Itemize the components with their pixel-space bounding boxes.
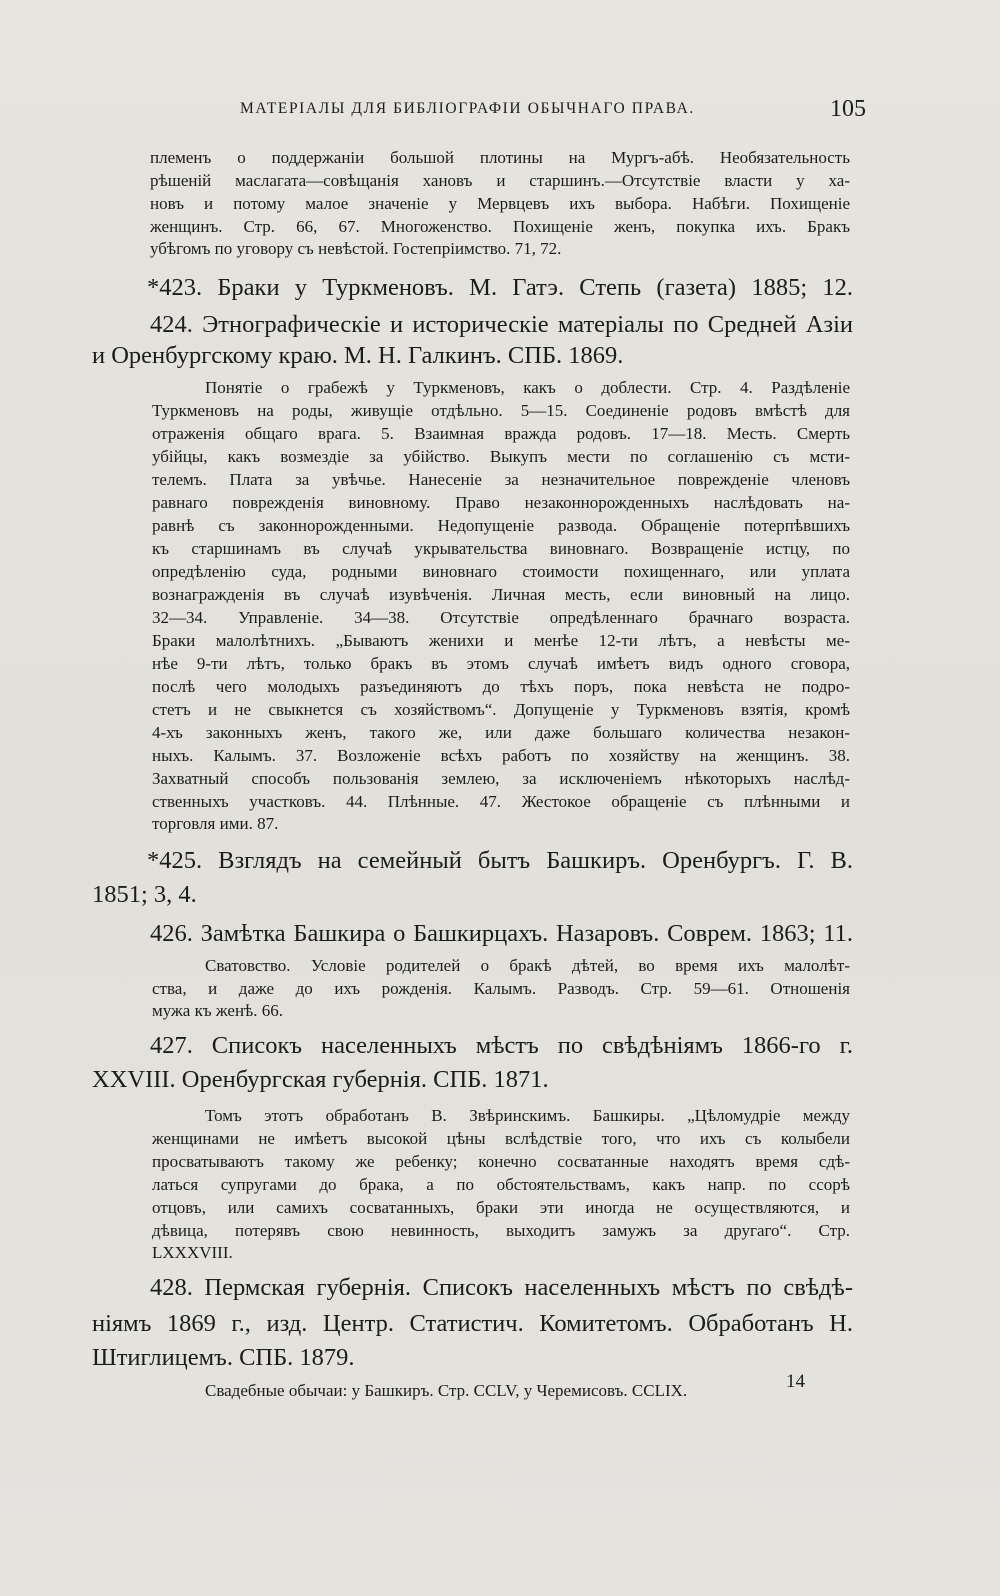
text-line: новъ и потому малое значеніе у Мервцевъ ихъ выбора. Набѣги. Похищеніе: [150, 194, 850, 213]
text-line: женщинъ. Стр. 66, 67. Многоженство. Похищеніе женъ, покупка ихъ. Бракъ: [150, 217, 850, 236]
text-line: *425. Взглядъ на семейный бытъ Башкиръ. Оренбургъ. Г. В.: [147, 847, 853, 874]
text-line: просватываютъ такому же ребенку; конечно сосватанные находятъ время сдѣ-: [152, 1152, 850, 1171]
text-line: Понятіе о грабежѣ у Туркменовъ, какъ о доблести. Стр. 4. Раздѣленіе: [205, 378, 850, 397]
text-line: послѣ чего молодыхъ разъединяютъ до тѣхъ поръ, пока невѣста не подро-: [152, 677, 850, 696]
text-line: равнѣ съ законнорожденными. Недопущеніе развода. Обращеніе потерпѣвшихъ: [152, 516, 850, 535]
signature-mark: 14: [786, 1371, 805, 1392]
text-line: телемъ. Плата за увѣчье. Нанесеніе за незначительное поврежденіе членовъ: [152, 470, 850, 489]
text-line: Томъ этотъ обработанъ В. Звѣринскимъ. Башкиры. „Цѣломудріе между: [205, 1106, 850, 1125]
text-line: ства, и даже до ихъ рожденія. Калымъ. Разводъ. Стр. 59—61. Отношенія: [152, 979, 850, 998]
text-line: Захватный способъ пользованія землею, за исключеніемъ нѣкоторыхъ наслѣд-: [152, 769, 850, 788]
text-line: 32—34. Управленіе. 34—38. Отсутствіе опредѣленнаго брачнаго возраста.: [152, 608, 850, 627]
text-line: племенъ о поддержаніи большой плотины на Мургъ-абѣ. Необязательность: [150, 148, 850, 167]
page-number: 105: [830, 96, 866, 122]
text-line: 1851; 3, 4.: [92, 881, 197, 908]
text-line: латься супругами до брака, а по обстоятельствамъ, какъ напр. по ссорѣ: [152, 1175, 850, 1194]
text-line: отраженія общаго врага. 5. Взаимная вражда родовъ. 17—18. Месть. Смерть: [152, 424, 850, 443]
text-line: мужа къ женѣ. 66.: [152, 1001, 284, 1020]
text-line: 427. Списокъ населенныхъ мѣстъ по свѣдѣніямъ 1866-го г.: [150, 1032, 853, 1059]
running-title: МАТЕРІАЛЫ ДЛЯ БИБЛІОГРАФІИ ОБЫЧНАГО ПРАВА.: [240, 100, 695, 117]
text-line: женщинами не имѣетъ высокой цѣны вслѣдствіе того, что ихъ съ колыбели: [152, 1129, 850, 1148]
text-line: LXXXVIII.: [152, 1243, 233, 1262]
text-line: равнаго поврежденія виновному. Право незаконнорожденныхъ наслѣдовать на-: [152, 493, 850, 512]
text-line: и Оренбургскому краю. М. Н. Галкинъ. СПБ. 1869.: [92, 342, 624, 369]
text-line: ственныхъ участковъ. 44. Плѣнные. 47. Жестокое обращеніе съ плѣнными и: [152, 792, 850, 811]
text-line: 426. Замѣтка Башкира о Башкирцахъ. Назаровъ. Соврем. 1863; 11.: [150, 920, 853, 947]
text-line: 4-хъ законныхъ женъ, такого же, или даже большаго количества незакон-: [152, 723, 850, 742]
text-line: ніямъ 1869 г., изд. Центр. Статистич. Комитетомъ. Обработанъ Н.: [92, 1310, 853, 1337]
text-line: рѣшеній маслагата—совѣщанія хановъ и старшинъ.—Отсутствіе власти у ха-: [150, 171, 850, 190]
text-line: вознагражденія въ случаѣ изувѣченія. Личная месть, если виновный на лицо.: [152, 585, 850, 604]
text-line: дѣвица, потерявъ свою невинность, выходитъ замужъ за другаго“. Стр.: [152, 1221, 850, 1240]
text-line: торговля ими. 87.: [152, 814, 279, 833]
text-line: Туркменовъ на роды, живущіе отдѣльно. 5—15. Соединеніе родовъ вмѣстѣ для: [152, 401, 850, 420]
page-header: [90, 96, 866, 126]
text-line: Браки малолѣтнихъ. „Бываютъ женихи и менѣе 12-ти лѣтъ, а невѣсты ме-: [152, 631, 850, 650]
text-line: убійцы, какъ возмездіе за убійство. Выкупъ мести по соглашенію съ мсти-: [152, 447, 850, 466]
text-line: убѣгомъ по уговору съ невѣстой. Гостепріимство. 71, 72.: [150, 239, 562, 258]
text-line: Сватовство. Условіе родителей о бракѣ дѣтей, во время ихъ малолѣт-: [205, 956, 850, 975]
text-line: *423. Браки у Туркменовъ. М. Гатэ. Степь (газета) 1885; 12.: [147, 274, 853, 301]
text-line: 424. Этнографическіе и историческіе матеріалы по Средней Азіи: [150, 311, 853, 338]
text-line: нѣе 9-ти лѣтъ, только бракъ въ этомъ случаѣ имѣетъ видъ одного сговора,: [152, 654, 850, 673]
text-line: отцовъ, или самихъ сосватанныхъ, браки эти иногда не осуществляются, и: [152, 1198, 850, 1217]
text-line: къ старшинамъ въ случаѣ укрывательства виновнаго. Возвращеніе истцу, по: [152, 539, 850, 558]
text-line: 428. Пермская губернія. Списокъ населенныхъ мѣстъ по свѣдѣ-: [150, 1274, 853, 1301]
text-line: ныхъ. Калымъ. 37. Возложеніе всѣхъ работъ по хозяйству на женщинъ. 38.: [152, 746, 850, 765]
text-line: опредѣленію суда, родными виновнаго стоимости похищеннаго, или уплата: [152, 562, 850, 581]
text-line: Свадебные обычаи: у Башкиръ. Стр. CCLV, у Черемисовъ. CCLIX.: [205, 1381, 688, 1400]
text-line: XXVIII. Оренбургская губернія. СПБ. 1871.: [92, 1066, 549, 1093]
text-line: стетъ и не свыкнется съ хозяйствомъ“. Допущеніе у Туркменовъ взятія, кромѣ: [152, 700, 850, 719]
text-line: Штиглицемъ. СПБ. 1879.: [92, 1344, 355, 1371]
